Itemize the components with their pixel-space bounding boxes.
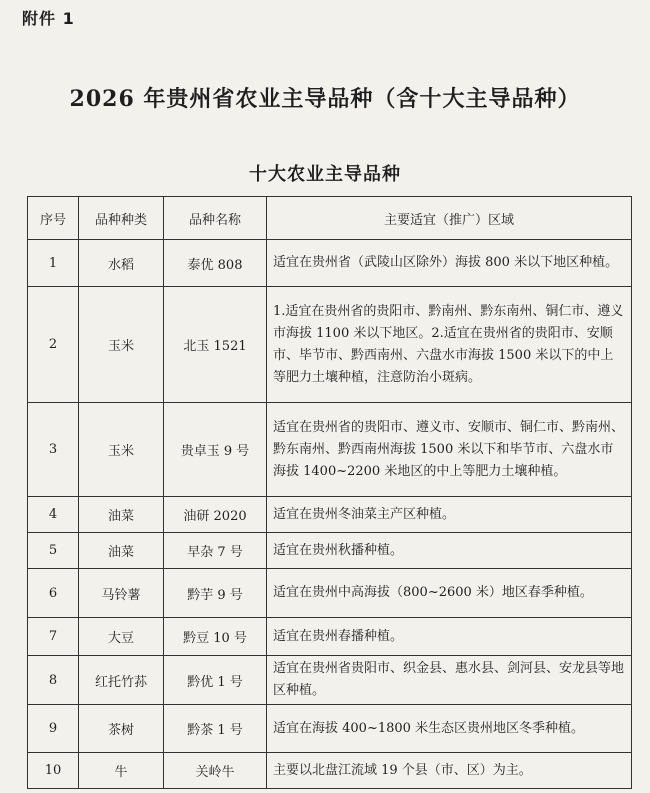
row-region: 适宜在贵州省贵阳市、织金县、惠水县、剑河县、安龙县等地区种植。 — [267, 656, 632, 705]
table-row — [28, 533, 632, 569]
row-no: 1 — [28, 240, 79, 287]
table-row — [28, 656, 632, 705]
row-no: 3 — [28, 403, 79, 497]
document-title: 2026 年贵州省农业主导品种（含十大主导品种） — [69, 86, 581, 112]
row-variety-name: 油研 2020 — [164, 497, 267, 533]
attachment-label: 附件 1 — [22, 9, 75, 28]
row-no: 4 — [28, 497, 79, 533]
row-region: 适宜在贵州冬油菜主产区种植。 — [267, 497, 632, 533]
row-variety-name: 关岭牛 — [164, 753, 267, 789]
row-region: 适宜在贵州春播种植。 — [267, 618, 632, 656]
row-category: 玉米 — [79, 403, 164, 497]
varieties-table — [27, 196, 632, 789]
table-row — [28, 403, 632, 497]
table-title: 十大农业主导品种 — [249, 164, 401, 185]
header-category: 品种种类 — [79, 197, 164, 240]
row-no: 2 — [28, 287, 79, 403]
row-no: 5 — [28, 533, 79, 569]
row-category: 油菜 — [79, 533, 164, 569]
row-variety-name: 泰优 808 — [164, 240, 267, 287]
row-region: 适宜在贵州秋播种植。 — [267, 533, 632, 569]
header-name: 品种名称 — [164, 197, 267, 240]
table-row — [28, 240, 632, 287]
table-row — [28, 618, 632, 656]
row-variety-name: 早杂 7 号 — [164, 533, 267, 569]
table-row — [28, 569, 632, 618]
row-variety-name: 黔茶 1 号 — [164, 705, 267, 753]
row-region: 适宜在海拔 400~1800 米生态区贵州地区冬季种植。 — [267, 705, 632, 753]
row-category: 红托竹荪 — [79, 656, 164, 705]
row-no: 7 — [28, 618, 79, 656]
row-variety-name: 贵卓玉 9 号 — [164, 403, 267, 497]
row-no: 6 — [28, 569, 79, 618]
row-variety-name: 北玉 1521 — [164, 287, 267, 403]
row-no: 9 — [28, 705, 79, 753]
table-row — [28, 753, 632, 789]
row-variety-name: 黔芋 9 号 — [164, 569, 267, 618]
row-variety-name: 黔豆 10 号 — [164, 618, 267, 656]
table-row — [28, 705, 632, 753]
row-category: 牛 — [79, 753, 164, 789]
row-category: 油菜 — [79, 497, 164, 533]
table-row — [28, 287, 632, 403]
table-row — [28, 497, 632, 533]
row-category: 马铃薯 — [79, 569, 164, 618]
header-no: 序号 — [28, 197, 79, 240]
row-region: 适宜在贵州中高海拔（800~2600 米）地区春季种植。 — [267, 569, 632, 618]
row-region: 适宜在贵州省（武陵山区除外）海拔 800 米以下地区种植。 — [267, 240, 632, 287]
row-region: 主要以北盘江流域 19 个县（市、区）为主。 — [267, 753, 632, 789]
row-category: 玉米 — [79, 287, 164, 403]
row-no: 10 — [28, 753, 79, 789]
row-category: 水稻 — [79, 240, 164, 287]
row-category: 大豆 — [79, 618, 164, 656]
row-variety-name: 黔优 1 号 — [164, 656, 267, 705]
row-no: 8 — [28, 656, 79, 705]
row-category: 茶树 — [79, 705, 164, 753]
header-region: 主要适宜（推广）区域 — [267, 197, 632, 240]
row-region: 适宜在贵州省的贵阳市、遵义市、安顺市、铜仁市、黔南州、黔东南州、黔西南州海拔 1500 米以下和毕节市、六盘水市海拔 1400~2200 米地区的中上等肥力土壤种植。 — [267, 403, 632, 497]
table-header-row — [28, 197, 632, 240]
row-region: 1.适宜在贵州省的贵阳市、黔南州、黔东南州、铜仁市、遵义市海拔 1100 米以下地区。2.适宜在贵州省的贵阳市、安顺市、毕节市、黔西南州、六盘水市海拔 1500 米以下的中上等肥力土壤种植，注意防治小斑病。 — [267, 287, 632, 403]
